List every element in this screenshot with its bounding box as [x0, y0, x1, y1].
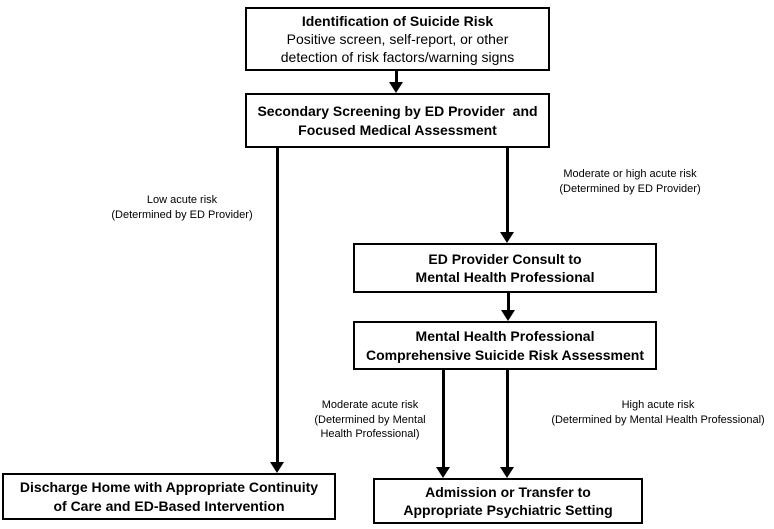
box-title-line: Mental Health Professional: [415, 328, 595, 345]
edge-label-line: Moderate or high acute risk: [563, 168, 697, 180]
box-title: Identification of Suicide Risk: [301, 12, 494, 29]
edge-label-line: (Determined by Mental: [314, 413, 426, 426]
box-title-line: Discharge Home with Appropriate Continuity: [19, 479, 319, 496]
edge-label-moderate-acute-risk: [290, 398, 450, 442]
arrow-secondary-screening-to-discharge: [270, 147, 284, 473]
edge-label-line: (Determined by ED Provider): [111, 208, 253, 221]
arrow-shaft: [442, 370, 445, 468]
arrow-head-icon: [270, 462, 284, 473]
box-admission-or-transfer: [373, 478, 643, 524]
arrow-shaft: [276, 147, 279, 463]
arrow-head-icon: [500, 232, 514, 243]
arrow-assessment-to-admission-high: [500, 370, 514, 478]
box-identification-of-suicide-risk: [245, 7, 550, 71]
box-title-line: Focused Medical Assessment: [298, 121, 497, 138]
box-secondary-screening: [245, 93, 550, 148]
box-comprehensive-suicide-risk-assessment: [353, 321, 657, 370]
arrow-shaft: [506, 147, 509, 233]
box-title-line: ED Provider Consult to: [428, 250, 582, 267]
arrow-head-icon: [389, 82, 403, 93]
box-title-line: of Care and ED-Based Intervention: [53, 497, 285, 514]
box-title-line: Comprehensive Suicide Risk Assessment: [365, 346, 645, 363]
box-title-line: Mental Health Professional: [415, 269, 595, 285]
box-title-line: Admission or Transfer to: [425, 483, 591, 500]
arrow-secondary-screening-to-consult: [500, 147, 514, 243]
edge-label-line: Low acute risk: [146, 194, 218, 206]
box-title-line: Appropriate Psychiatric Setting: [403, 502, 613, 518]
edge-label-line: Moderate acute risk: [321, 399, 419, 411]
edge-label-low-acute-risk: [82, 193, 282, 222]
edge-label-line: (Determined by Mental Health Professional): [551, 413, 765, 426]
box-title-line: Secondary Screening by ED Provider and: [257, 103, 538, 120]
edge-label-high-acute-risk: [528, 398, 774, 427]
arrow-head-icon: [501, 310, 515, 321]
box-ed-provider-consult: [353, 243, 657, 293]
arrow-head-icon: [500, 467, 514, 478]
edge-label-line: (Determined by ED Provider): [559, 182, 701, 195]
arrow-assessment-to-admission-moderate: [436, 370, 450, 478]
arrow-identification-to-secondary-screening: [389, 71, 403, 93]
box-subtitle-line: Positive screen, self-report, or other: [286, 30, 509, 47]
box-subtitle-line: detection of risk factors/warning signs: [280, 49, 515, 66]
arrow-head-icon: [436, 467, 450, 478]
arrow-shaft: [507, 292, 510, 311]
arrow-consult-to-assessment: [501, 292, 515, 321]
arrow-shaft: [506, 370, 509, 468]
edge-label-line: Health Professional): [320, 428, 420, 441]
edge-label-moderate-or-high-acute-risk: [530, 167, 730, 196]
edge-label-line: High acute risk: [621, 399, 695, 411]
box-discharge-home: [2, 473, 336, 520]
